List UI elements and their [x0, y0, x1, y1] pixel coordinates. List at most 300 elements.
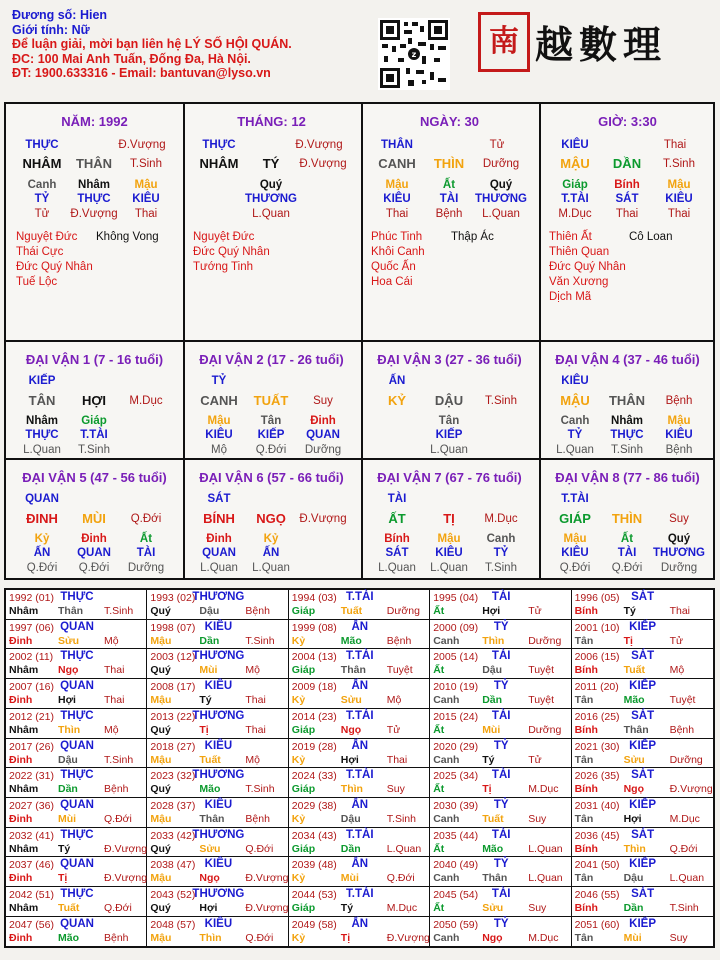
dai-van-state: Suy: [313, 395, 333, 407]
year-cell: [572, 739, 714, 769]
hidden-stem-state: Thai: [385, 208, 409, 220]
year-cell: [572, 649, 714, 679]
year-state: Suy: [528, 902, 547, 914]
hidden-stem: Đinh: [206, 533, 232, 545]
pillar-cell: [539, 104, 716, 340]
year-state: Thai: [245, 694, 266, 707]
year-ten-god: TÀI: [491, 709, 511, 722]
year-state: Bệnh: [104, 931, 129, 944]
year-stem: Kỷ: [291, 872, 306, 885]
year-state: M.Dục: [528, 783, 559, 796]
pillar-heavenly-stem: MẬU: [560, 156, 590, 171]
dai-van-stem: ĐINH: [26, 511, 58, 526]
bazi-pillars-grid: [4, 102, 715, 580]
year-label: 2045 (54): [433, 889, 479, 901]
year-branch: Dậu: [199, 605, 220, 617]
year-stem: Đinh: [9, 694, 33, 707]
year-state: Thai: [386, 753, 408, 766]
pillar-heavenly-stem: NHÂM: [199, 156, 239, 171]
hidden-stem: Quý: [489, 179, 513, 191]
year-ten-god: THƯƠNG: [192, 650, 245, 663]
year-stem: Tân: [574, 931, 594, 944]
year-cell: [430, 798, 572, 828]
year-state: Suy: [386, 783, 405, 796]
hidden-stem-state: Thai: [134, 208, 158, 220]
year-label: 2010 (19): [433, 681, 479, 694]
year-branch: Sửu: [199, 842, 221, 855]
year-label: 2023 (32): [150, 770, 196, 783]
year-ten-god: KIẾP: [629, 798, 657, 811]
year-label: 2024 (33): [291, 770, 337, 783]
year-label: 2009 (18): [291, 681, 337, 694]
hidden-stem-ten-god: TÀI: [136, 547, 156, 559]
dai-van-ten-god: TỶ: [211, 375, 227, 387]
year-stem: Giáp: [291, 902, 316, 914]
shensha-item: Thập Ác: [451, 231, 494, 243]
year-ten-god: THỰC: [60, 828, 94, 841]
year-state: Đ.Vượng: [104, 872, 148, 885]
hidden-stem: Canh: [486, 533, 516, 545]
gender-value: Nữ: [71, 22, 90, 37]
year-stem: Ất: [433, 902, 445, 914]
year-state: Tuyệt: [386, 664, 413, 677]
year-state: Tuyệt: [528, 694, 555, 707]
year-cell: [147, 857, 289, 887]
dai-van-state: Suy: [669, 513, 689, 525]
year-stem: Canh: [433, 812, 460, 825]
year-ten-god: ẤN: [351, 620, 369, 633]
year-label: 2048 (57): [150, 918, 196, 931]
pillar-heavenly-stem: CANH: [378, 156, 416, 171]
year-branch: Tị: [623, 634, 633, 647]
dai-van-stem: CANH: [200, 393, 238, 408]
year-ten-god: ẤN: [351, 680, 369, 693]
year-cell: [147, 828, 289, 858]
year-stem: Mậu: [150, 812, 172, 825]
shensha-item: Thiên Ất: [549, 231, 592, 243]
year-state: Đ.Vượng: [669, 783, 713, 796]
hidden-stem-state: Thai: [615, 208, 639, 220]
year-stem: Canh: [433, 694, 460, 707]
hidden-stem: Tân: [260, 415, 282, 427]
shensha-list-right: [96, 230, 159, 245]
year-ten-god: T.TÀI: [346, 769, 374, 782]
dai-van-ten-god: QUAN: [25, 493, 59, 505]
hidden-stem-state: L.Quan: [378, 562, 416, 574]
dai-van-state: M.Dục: [484, 513, 518, 525]
hidden-stem-state: Thai: [667, 208, 691, 220]
year-ten-god: KIẾP: [629, 620, 657, 633]
gender-label: Giới tính:: [12, 22, 69, 37]
year-stem: Bính: [574, 723, 598, 736]
year-label: 2002 (11): [9, 651, 54, 664]
dai-van-branch: THÌN: [611, 511, 643, 526]
year-stem: Ất: [433, 723, 445, 736]
year-stem: Giáp: [291, 723, 316, 736]
hidden-stem-ten-god: QUAN: [202, 547, 236, 559]
year-state: Q.Đới: [245, 931, 274, 944]
year-ten-god: T.TÀI: [346, 828, 374, 841]
year-state: Tử: [669, 634, 684, 647]
year-ten-god: ẤN: [351, 858, 369, 871]
year-branch: Thân: [623, 723, 649, 736]
shensha-item: Tướng Tinh: [193, 261, 253, 273]
year-stem: Quý: [150, 723, 171, 736]
year-state: Mộ: [104, 634, 119, 647]
year-branch: Mùi: [58, 812, 77, 825]
hidden-stem-state: T.Sinh: [485, 562, 517, 574]
year-cell: [6, 857, 148, 887]
year-cell: [289, 798, 431, 828]
shensha-item: Đức Quý Nhân: [549, 261, 626, 273]
year-label: 2021 (30): [574, 740, 620, 753]
year-cell: [289, 649, 431, 679]
year-branch: Mùi: [199, 664, 218, 677]
dai-van-branch: HỢI: [81, 393, 107, 408]
year-ten-god: T.TÀI: [346, 591, 374, 603]
year-branch: Tuất: [623, 664, 645, 677]
year-stem: Canh: [433, 872, 460, 885]
header-info: [12, 8, 292, 81]
year-ten-god: SÁT: [631, 888, 655, 900]
hidden-stem-ten-god: ẤN: [262, 547, 280, 559]
dai-van-cell: [539, 342, 716, 458]
year-ten-god: KIẾP: [629, 680, 657, 693]
year-branch: Dần: [58, 783, 78, 796]
year-cell: [289, 828, 431, 858]
hidden-stem-state: Q.Đới: [26, 562, 58, 574]
shensha-item: Hoa Cái: [371, 276, 413, 288]
year-state: Tuyệt: [528, 664, 555, 677]
red-seal-logo: 南: [478, 12, 530, 72]
hidden-stem-state: Mộ: [211, 444, 227, 456]
year-ten-god: TÀI: [491, 769, 511, 782]
year-label: 2022 (31): [9, 770, 54, 783]
hidden-stem-ten-god: KIÊU: [561, 547, 589, 559]
dai-van-state: Bệnh: [665, 395, 693, 407]
year-branch: Hợi: [623, 812, 642, 825]
shensha-item: Tuế Lộc: [16, 276, 58, 288]
year-label: 2006 (15): [574, 651, 620, 664]
year-stem: Quý: [150, 842, 171, 855]
year-ten-god: QUAN: [60, 858, 94, 871]
hidden-stem: Bính: [384, 533, 410, 545]
year-stem: Giáp: [291, 605, 316, 617]
year-cell: [430, 620, 572, 650]
year-branch: Tý: [482, 753, 495, 766]
year-ten-god: TỶ: [493, 798, 509, 811]
dai-van-branch: NGỌ: [256, 511, 286, 526]
pillar-ten-god: KIÊU: [561, 139, 589, 151]
shensha-item: Quốc Ấn: [371, 261, 416, 273]
year-label: 2001 (10): [574, 621, 620, 634]
year-label: 2035 (44): [433, 829, 479, 842]
dai-van-ten-god: T.TÀI: [561, 493, 589, 505]
year-state: Suy: [669, 931, 688, 944]
year-label: 2046 (55): [574, 889, 620, 901]
year-branch: Mão: [482, 842, 504, 855]
year-cell: [6, 798, 148, 828]
year-cell: [6, 709, 148, 739]
year-state: Dưỡng: [528, 634, 562, 647]
year-branch: Mão: [199, 783, 221, 796]
year-ten-god: ẤN: [351, 798, 369, 811]
year-state: L.Quan: [528, 842, 563, 855]
year-stem: Quý: [150, 783, 171, 796]
hidden-stem-state: L.Quan: [252, 562, 290, 574]
year-cell: [289, 917, 431, 947]
year-ten-god: KIÊU: [204, 917, 233, 930]
dai-van-stem: TÂN: [28, 393, 56, 408]
year-state: T.Sinh: [386, 812, 416, 825]
year-cell: [572, 857, 714, 887]
pillar-ten-god: THỰC: [202, 139, 236, 151]
year-ten-god: KIẾP: [629, 917, 657, 930]
year-ten-god: THỰC: [60, 650, 94, 663]
year-cell: [147, 739, 289, 769]
hidden-stem-ten-god: KIÊU: [132, 193, 160, 205]
year-cell: [147, 917, 289, 947]
hidden-stem-ten-god: TỶ: [567, 429, 583, 441]
year-ten-god: TÀI: [491, 591, 511, 603]
hidden-stem-ten-god: THƯƠNG: [475, 193, 527, 205]
year-state: Tử: [528, 605, 542, 617]
year-state: Q.Đới: [104, 812, 132, 825]
year-cell: [572, 590, 714, 620]
year-stem: Bính: [574, 783, 598, 796]
year-stem: Kỷ: [291, 931, 306, 944]
year-label: 2012 (21): [9, 710, 54, 723]
year-branch: Thìn: [482, 634, 505, 647]
year-label: 2038 (47): [150, 859, 196, 872]
year-stem: Nhâm: [9, 605, 39, 617]
hidden-stem: Nhâm: [611, 415, 643, 427]
year-stem: Tân: [574, 694, 594, 707]
year-label: 2050 (59): [433, 918, 479, 931]
pillar-earthly-branch: THÂN: [75, 156, 113, 171]
year-cell: [572, 828, 714, 858]
shensha-item: Đức Quý Nhân: [16, 261, 93, 273]
year-cell: [147, 709, 289, 739]
year-ten-god: QUAN: [60, 680, 94, 693]
year-cell: [6, 887, 148, 917]
year-stem: Mậu: [150, 753, 172, 766]
shensha-list-left: [549, 230, 626, 305]
year-branch: Dậu: [340, 812, 361, 825]
year-stem: Quý: [150, 664, 171, 677]
year-state: T.Sinh: [104, 753, 134, 766]
year-stem: Mậu: [150, 872, 172, 885]
year-label: 2027 (36): [9, 799, 54, 812]
year-stem: Canh: [433, 753, 460, 766]
year-ten-god: TÀI: [491, 828, 511, 841]
year-stem: Mậu: [150, 634, 172, 647]
hidden-stem-state: Q.Đới: [78, 562, 110, 574]
year-branch: Thìn: [58, 723, 81, 736]
year-branch: Tý: [58, 842, 71, 855]
pillar-branch-state: T.Sinh: [130, 158, 162, 170]
year-branch: Sửu: [623, 753, 645, 766]
hidden-stem-ten-god: QUAN: [77, 547, 111, 559]
year-ten-god: KIÊU: [204, 620, 233, 633]
hidden-stem-ten-god: SÁT: [615, 193, 639, 205]
hidden-stem: Ất: [139, 533, 153, 545]
hidden-stem: Mậu: [667, 415, 691, 427]
pillar-branch-state: T.Sinh: [663, 158, 695, 170]
year-ten-god: KIÊU: [204, 680, 233, 693]
year-stem: Bính: [574, 664, 598, 677]
year-label: 1994 (03): [291, 592, 337, 604]
dai-van-state: T.Sinh: [485, 395, 517, 407]
shensha-list-left: [371, 230, 425, 290]
hidden-stem: Canh: [560, 415, 590, 427]
year-stem: Kỷ: [291, 694, 306, 707]
pillar-branch-state: Dưỡng: [482, 158, 520, 170]
shensha-item: Không Vong: [96, 231, 159, 243]
hidden-stem: Quý: [259, 179, 283, 191]
pillar-title: THÁNG: 12: [237, 114, 306, 129]
year-cell: [430, 828, 572, 858]
year-stem: Bính: [574, 902, 598, 914]
hidden-stem-ten-god: T.TÀI: [561, 193, 589, 205]
hidden-stem-ten-god: THỰC: [610, 429, 644, 441]
year-state: Dưỡng: [386, 605, 420, 617]
year-stem: Nhâm: [9, 664, 39, 677]
year-cell: [430, 590, 572, 620]
hidden-stem-state: L.Quan: [430, 444, 468, 456]
year-branch: Dần: [623, 902, 644, 914]
year-label: 2003 (12): [150, 651, 196, 664]
year-cell: [430, 739, 572, 769]
year-ten-god: TỶ: [493, 620, 509, 633]
year-state: Thai: [104, 694, 125, 707]
year-branch: Sửu: [58, 634, 80, 647]
year-cell: [147, 620, 289, 650]
hidden-stem-ten-god: KIÊU: [665, 429, 693, 441]
year-label: 2031 (40): [574, 799, 620, 812]
shensha-item: Cô Loan: [629, 231, 673, 243]
year-cell: [289, 887, 431, 917]
hidden-stem-ten-god: QUAN: [306, 429, 340, 441]
year-state: Đ.Vượng: [386, 931, 430, 944]
year-stem: Tân: [574, 872, 594, 885]
year-cell: [289, 620, 431, 650]
year-branch: Tý: [199, 694, 212, 707]
year-branch: Thân: [482, 872, 508, 885]
year-state: Q.Đới: [386, 872, 415, 885]
year-label: 2019 (28): [291, 740, 337, 753]
dai-van-cell: [361, 342, 538, 458]
year-label: 2008 (17): [150, 681, 196, 694]
pillar-title: GIỜ: 3:30: [598, 114, 657, 129]
year-state: Đ.Vượng: [245, 902, 289, 914]
year-branch: Thìn: [623, 842, 646, 855]
year-branch: Hợi: [482, 605, 501, 617]
hidden-stem-ten-god: THỰC: [77, 193, 111, 205]
year-label: 2041 (50): [574, 859, 620, 872]
year-label: 2007 (16): [9, 681, 54, 694]
year-stem: Mậu: [150, 931, 172, 944]
year-cell: [6, 917, 148, 947]
year-ten-god: KIẾP: [629, 739, 657, 752]
hidden-stem: Bính: [614, 179, 640, 191]
year-ten-god: QUAN: [60, 917, 94, 930]
hidden-stem: Nhâm: [26, 415, 58, 427]
year-label: 2015 (24): [433, 710, 479, 723]
year-cell: [430, 887, 572, 917]
year-cell: [289, 679, 431, 709]
dai-van-cell: [183, 342, 360, 458]
year-state: Đ.Vượng: [104, 842, 148, 855]
hidden-stem: Mậu: [437, 533, 461, 545]
year-ten-god: THỰC: [60, 709, 94, 722]
dai-van-branch: TUẤT: [253, 393, 289, 408]
year-ten-god: THƯƠNG: [192, 828, 245, 841]
year-stem: Bính: [574, 605, 598, 617]
year-branch: Ngọ: [199, 872, 220, 885]
hidden-stem-state: T.Sinh: [611, 444, 643, 456]
shensha-item: Dịch Mã: [549, 291, 592, 303]
year-cell: [430, 917, 572, 947]
year-label: 2014 (23): [291, 710, 337, 723]
year-branch: Mão: [623, 694, 645, 707]
contact-line: Để luận giải, mời bạn liên hệ LÝ SỐ HỘI QUÁN.: [12, 37, 292, 51]
year-label: 2013 (22): [150, 710, 196, 723]
dai-van-state: Đ.Vượng: [299, 513, 347, 525]
year-stem: Nhâm: [9, 842, 39, 855]
year-state: Q.Đới: [669, 842, 698, 855]
year-cell: [289, 590, 431, 620]
year-label: 1993 (02): [150, 592, 196, 604]
hidden-stem-state: L.Quan: [23, 444, 61, 456]
year-label: 2037 (46): [9, 859, 54, 872]
year-cell: [147, 768, 289, 798]
dai-van-title: ĐẠI VẬN 8 (77 - 86 tuổi): [555, 470, 700, 485]
year-label: 2005 (14): [433, 651, 479, 664]
pillar-cell: [361, 104, 538, 340]
year-stem: Canh: [433, 634, 460, 647]
year-label: 2025 (34): [433, 770, 479, 783]
year-ten-god: THƯƠNG: [192, 888, 245, 900]
year-stem: Ất: [433, 605, 445, 617]
shensha-item: Khôi Canh: [371, 246, 425, 258]
year-cell: [6, 679, 148, 709]
year-cell: [572, 917, 714, 947]
year-stem: Quý: [150, 902, 171, 914]
dai-van-cell: [539, 460, 716, 576]
year-label: 2033 (42): [150, 829, 196, 842]
year-label: 2039 (48): [291, 859, 337, 872]
pillar-ten-god-state: Đ.Vượng: [295, 139, 343, 151]
year-cell: [430, 857, 572, 887]
year-state: Suy: [528, 812, 547, 825]
year-state: L.Quan: [669, 872, 705, 885]
shensha-item: Phúc Tinh: [371, 231, 423, 243]
hidden-stem: Đinh: [81, 533, 107, 545]
year-label: 2020 (29): [433, 740, 479, 753]
year-branch: Dậu: [58, 753, 78, 766]
hidden-stem: Mậu: [563, 533, 587, 545]
year-cell: [572, 709, 714, 739]
year-cell: [572, 620, 714, 650]
year-ten-god: TỶ: [493, 917, 509, 930]
year-branch: Thìn: [199, 931, 222, 944]
year-ten-god: TỶ: [493, 680, 509, 693]
year-stem: Tân: [574, 634, 594, 647]
year-stem: Nhâm: [9, 783, 39, 796]
year-cell: [430, 649, 572, 679]
year-stem: Ất: [433, 842, 445, 855]
